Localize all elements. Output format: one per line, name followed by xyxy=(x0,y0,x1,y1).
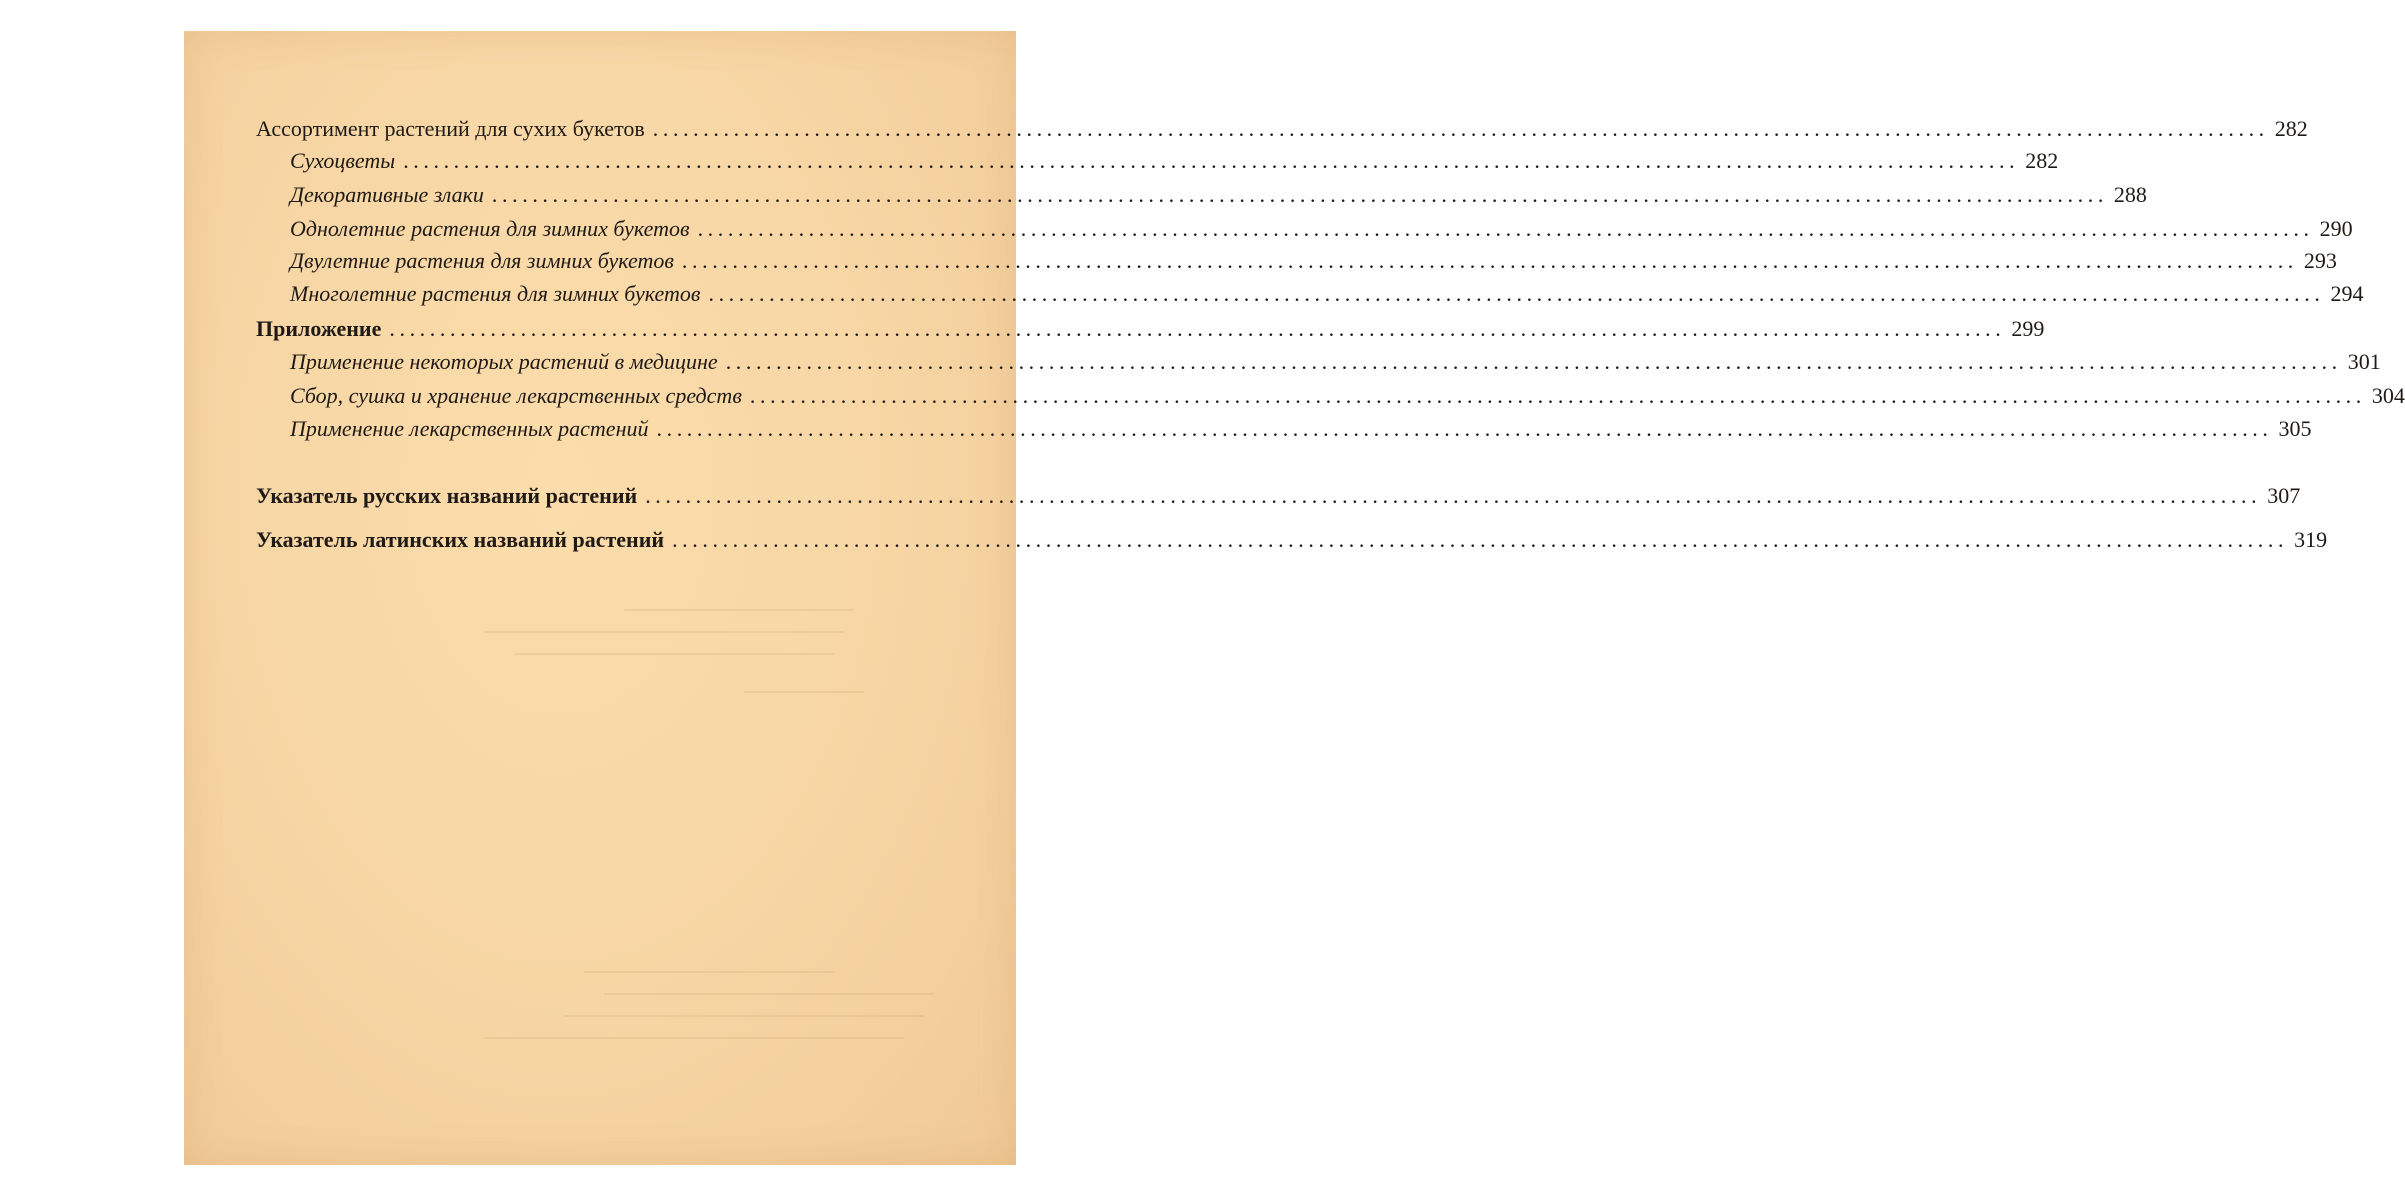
toc-entry xyxy=(290,281,2364,313)
toc-entry-title: Многолетние растения для зимних букетов xyxy=(290,281,701,306)
dot-leader: ................................................................................................................................................................ xyxy=(491,182,2108,207)
toc-entry-title: Однолетние растения для зимних букетов xyxy=(290,216,690,241)
toc-entry-page: 307 xyxy=(2267,483,2301,508)
toc-entry-title: Сухоцветы xyxy=(290,148,396,173)
toc-entry-page: 294 xyxy=(2330,281,2364,306)
toc-entry-page: 305 xyxy=(2278,416,2312,441)
toc-entry xyxy=(256,116,2308,148)
toc-entry-title: Применение лекарственных растений xyxy=(290,416,649,441)
book-page xyxy=(184,31,2405,1165)
toc-entry xyxy=(290,416,2312,448)
dot-leader: ................................................................................................................................................................ xyxy=(725,349,2342,374)
toc-entry xyxy=(290,383,2405,415)
dot-leader: ................................................................................................................................................................ xyxy=(656,416,2273,441)
toc-entry xyxy=(290,248,2337,280)
dot-leader: ................................................................................................................................................................ xyxy=(403,148,2020,173)
toc-entry xyxy=(256,483,2301,515)
table-of-contents xyxy=(184,31,2405,1165)
toc-entry xyxy=(290,148,2059,180)
toc-entry-title: Двулетние растения для зимних букетов xyxy=(290,248,674,273)
toc-entry-page: 293 xyxy=(2303,248,2337,273)
toc-entry-title: Применение некоторых растений в медицине xyxy=(290,349,718,374)
toc-entry-page: 288 xyxy=(2113,182,2147,207)
toc-entry-title: Ассортимент растений для сухих букетов xyxy=(256,116,645,141)
toc-entry-title: Приложение xyxy=(256,316,382,341)
toc-entry-title: Декоративные злаки xyxy=(290,182,484,207)
toc-entry xyxy=(256,527,2328,559)
dot-leader: ................................................................................................................................................................ xyxy=(652,116,2269,141)
toc-entry-title: Указатель русских названий растений xyxy=(256,483,638,508)
dot-leader: ................................................................................................................................................................ xyxy=(697,216,2314,241)
toc-entry-page: 282 xyxy=(2274,116,2308,141)
toc-entry-page: 282 xyxy=(2025,148,2059,173)
toc-entry-title: Указатель латинских названий растений xyxy=(256,527,665,552)
toc-entry-title: Сбор, сушка и хранение лекарственных средств xyxy=(290,383,742,408)
dot-leader: ................................................................................................................................................................ xyxy=(708,281,2325,306)
dot-leader: ................................................................................................................................................................ xyxy=(645,483,2262,508)
toc-entry xyxy=(290,349,2381,381)
toc-entry xyxy=(290,216,2353,248)
toc-entry-page: 290 xyxy=(2319,216,2353,241)
toc-entry-page: 299 xyxy=(2011,316,2045,341)
toc-entry-page: 319 xyxy=(2294,527,2328,552)
toc-entry-page: 304 xyxy=(2371,383,2405,408)
dot-leader: ................................................................................................................................................................ xyxy=(681,248,2298,273)
toc-entry-page: 301 xyxy=(2347,349,2381,374)
dot-leader: ................................................................................................................................................................ xyxy=(749,383,2366,408)
toc-entry xyxy=(290,182,2147,214)
toc-entry xyxy=(256,316,2045,348)
dot-leader: ................................................................................................................................................................ xyxy=(672,527,2289,552)
dot-leader: ................................................................................................................................................................ xyxy=(389,316,2006,341)
